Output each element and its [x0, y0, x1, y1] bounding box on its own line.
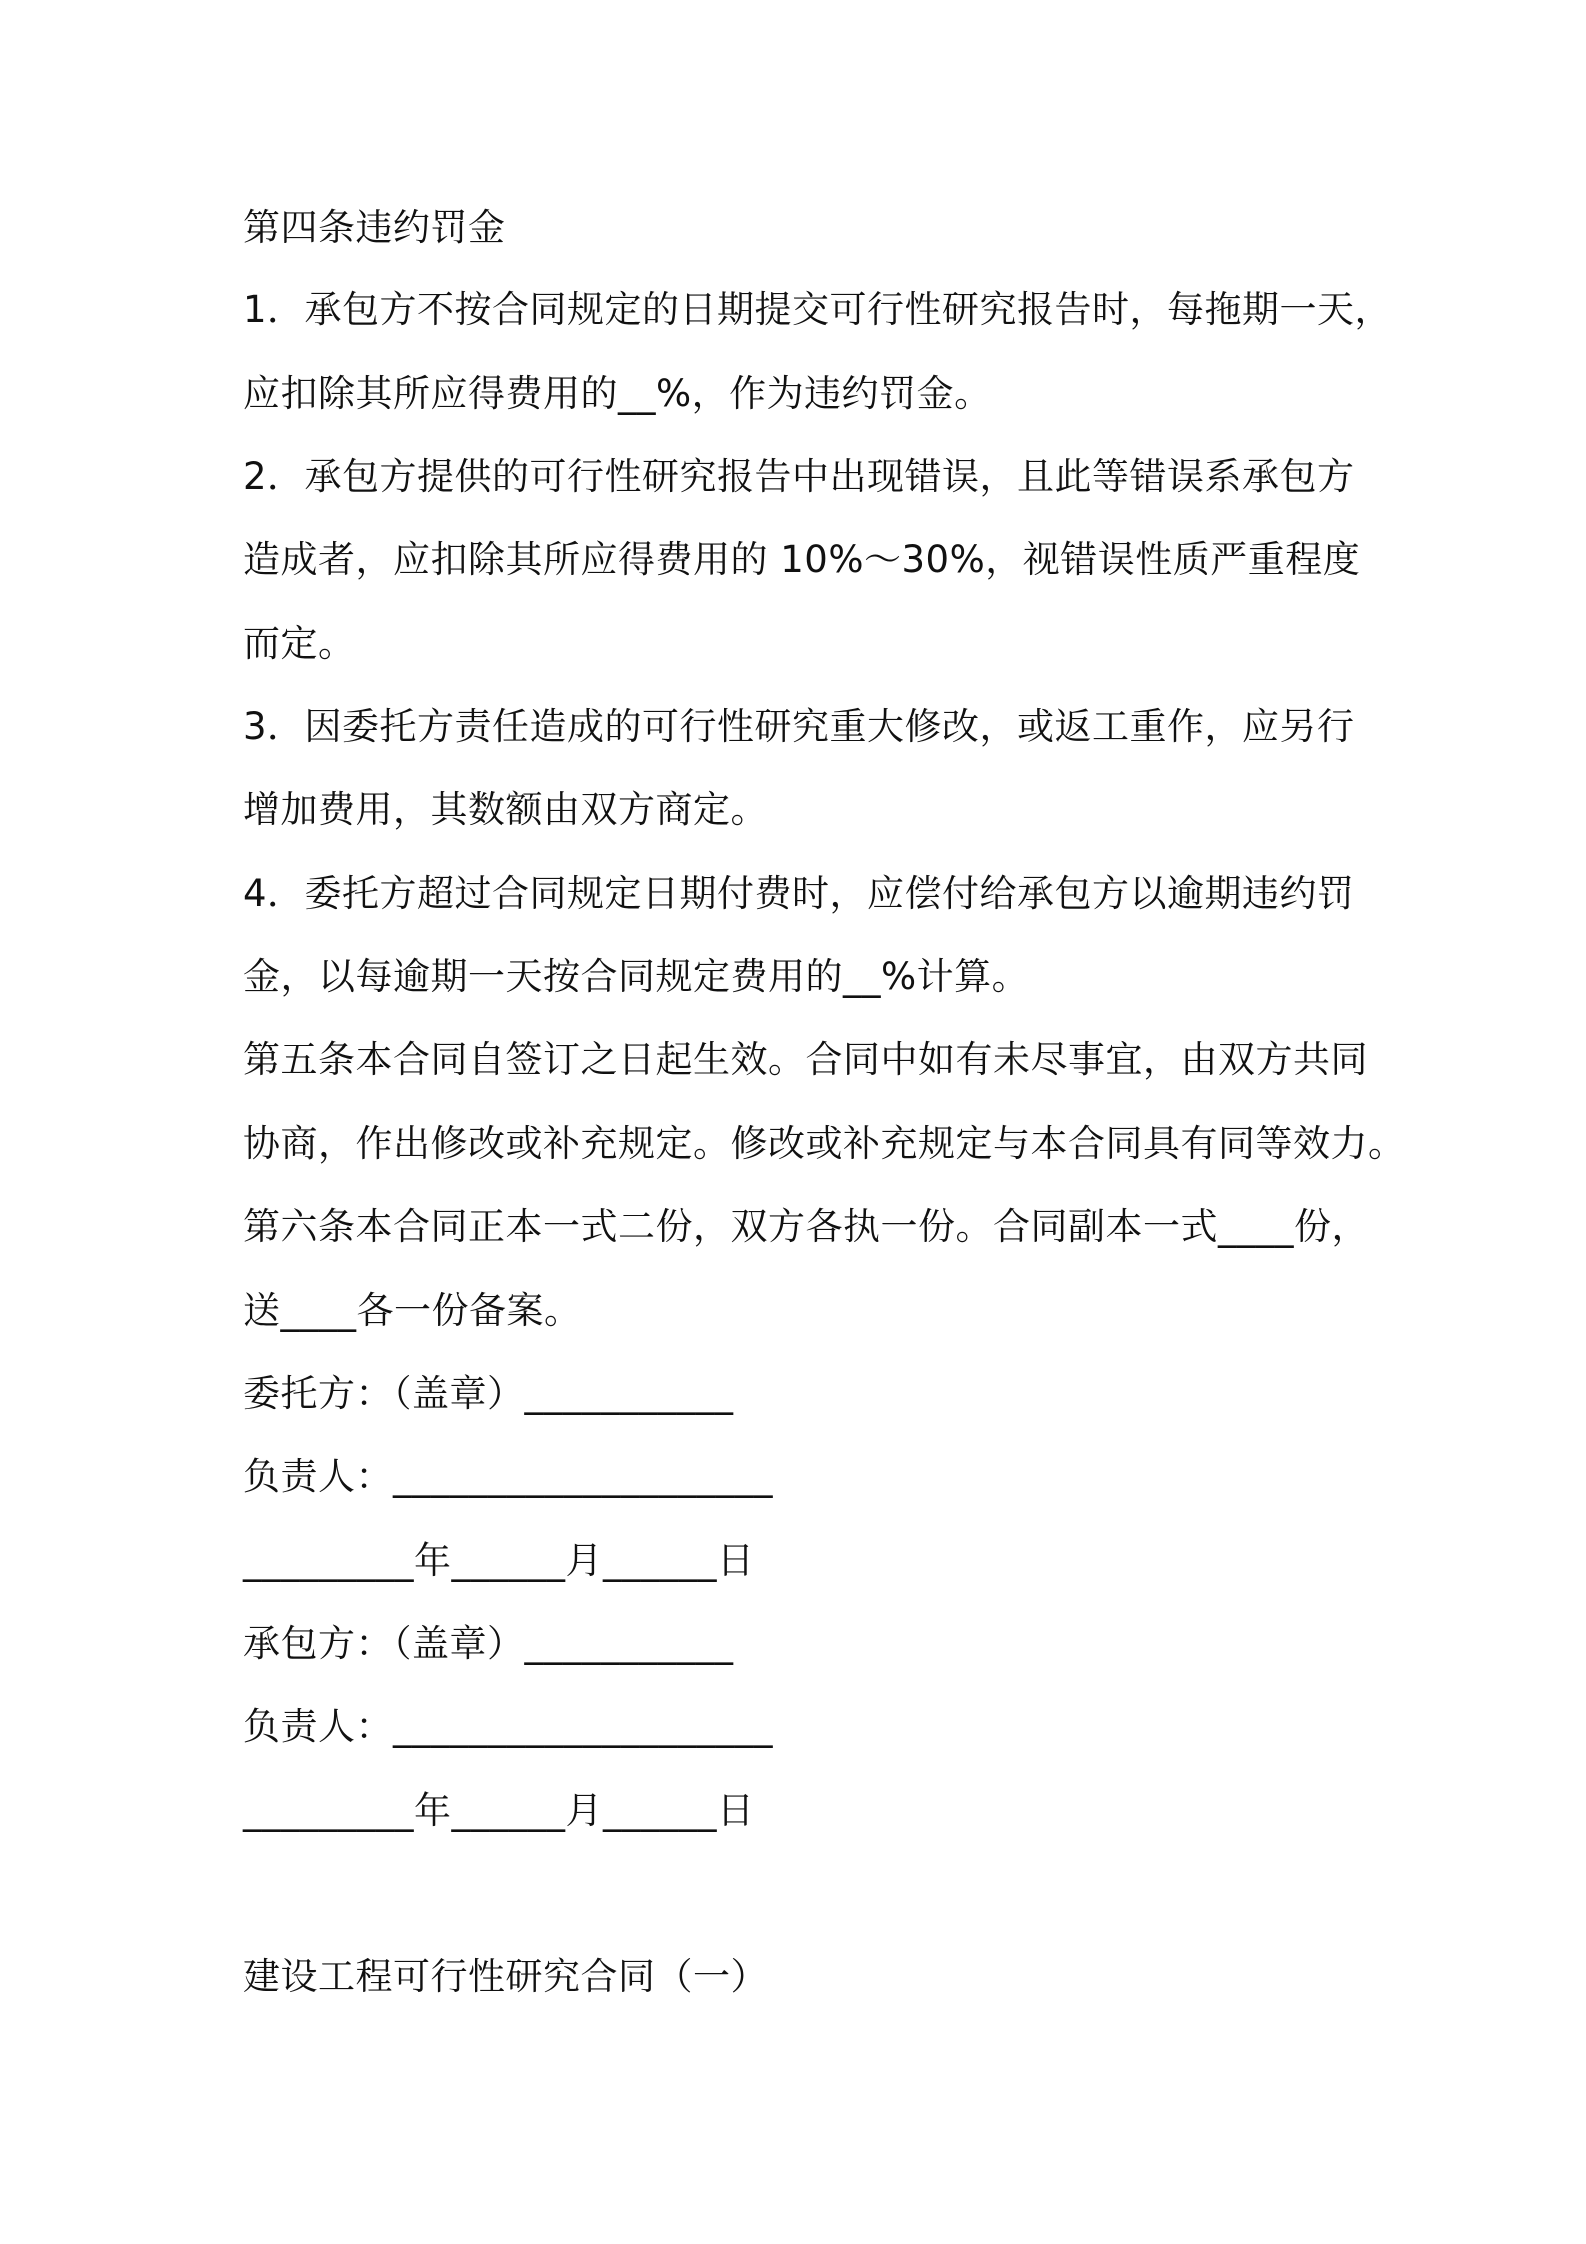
clause-4-2-line-3: 而定。 — [243, 622, 356, 665]
article-5-line-1: 第五条本合同自签订之日起生效。合同中如有未尽事宜，由双方共同 — [243, 1038, 1368, 1081]
contractor-representative-line: 负责人：____________________ — [243, 1705, 773, 1748]
clause-4-2-line-2: 造成者，应扣除其所应得费用的 10%～30%，视错误性质严重程度 — [243, 538, 1361, 581]
clause-4-2-line-1: 2．承包方提供的可行性研究报告中出现错误，且此等错误系承包方 — [243, 455, 1355, 498]
client-date-line: _________年______月______日 — [243, 1539, 755, 1582]
article-5-line-2: 协商，作出修改或补充规定。修改或补充规定与本合同具有同等效力。 — [243, 1122, 1406, 1165]
contractor-seal-line: 承包方：（盖章）___________ — [243, 1622, 734, 1665]
client-representative-line: 负责人：____________________ — [243, 1455, 773, 1498]
clause-4-1-line-2: 应扣除其所应得费用的__%，作为违约罚金。 — [243, 372, 992, 415]
clause-4-3-line-2: 增加费用，其数额由双方商定。 — [243, 788, 768, 831]
clause-4-4-line-2: 金，以每逾期一天按合同规定费用的__%计算。 — [243, 955, 1030, 998]
clause-4-1-line-1: 1．承包方不按合同规定的日期提交可行性研究报告时，每拖期一天， — [243, 288, 1393, 331]
article-6-line-1: 第六条本合同正本一式二份，双方各执一份。合同副本一式____份， — [243, 1205, 1369, 1248]
contractor-date-line: _________年______月______日 — [243, 1789, 755, 1832]
article-4-heading: 第四条违约罚金 — [243, 206, 506, 249]
article-6-line-2: 送____各一份备案。 — [243, 1289, 582, 1332]
next-document-title: 建设工程可行性研究合同（一） — [243, 1955, 768, 1998]
client-seal-line: 委托方：（盖章）___________ — [243, 1372, 734, 1415]
clause-4-3-line-1: 3．因委托方责任造成的可行性研究重大修改，或返工重作，应另行 — [243, 705, 1355, 748]
clause-4-4-line-1: 4．委托方超过合同规定日期付费时，应偿付给承包方以逾期违约罚 — [243, 872, 1355, 915]
